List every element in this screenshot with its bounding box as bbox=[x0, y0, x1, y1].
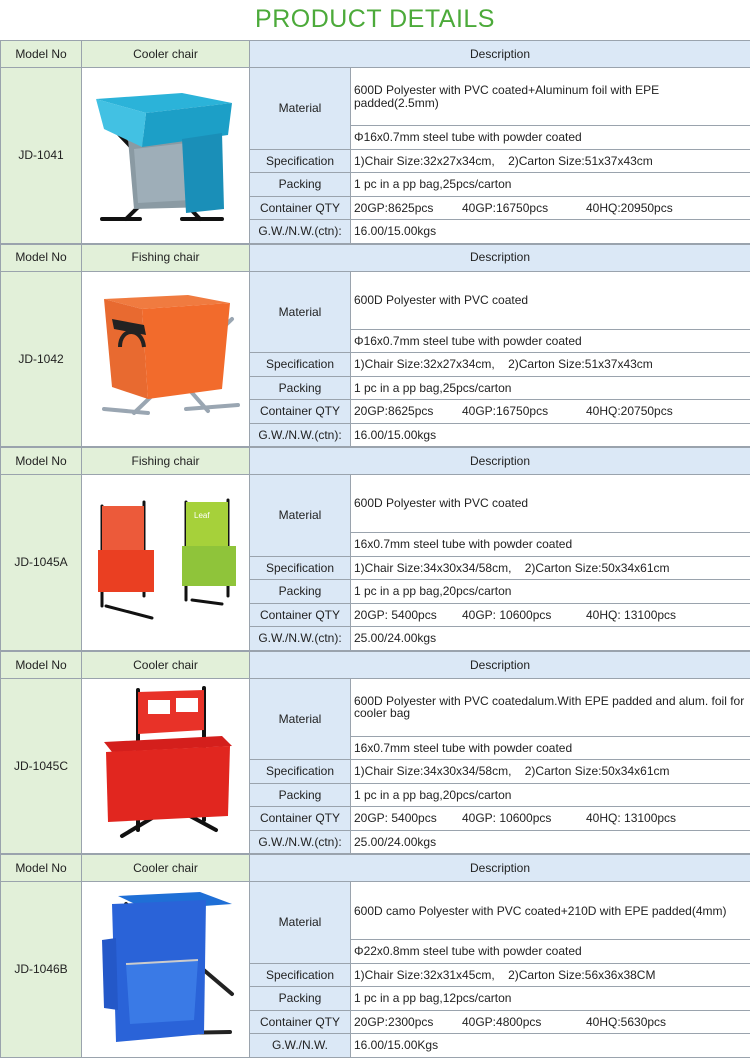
material-value-1: 600D Polyester with PVC coatedalum.With EPE padded and alum. foil for cooler bag bbox=[351, 678, 750, 736]
product-type: Cooler chair bbox=[82, 855, 250, 882]
header-row bbox=[1, 855, 750, 882]
weight-value: 16.00/15.00Kgs bbox=[351, 1034, 750, 1058]
product-image bbox=[82, 68, 250, 244]
container-20gp: 20GP:8625pcs bbox=[354, 404, 434, 419]
material-value-2: Φ16x0.7mm steel tube with powder coated bbox=[351, 126, 750, 150]
material-value-1: 600D Polyester with PVC coated bbox=[351, 271, 750, 329]
product-photo bbox=[82, 69, 250, 241]
material-row bbox=[1, 475, 750, 533]
material-row bbox=[1, 678, 750, 736]
container-20gp: 20GP:2300pcs bbox=[354, 1014, 434, 1029]
material-label: Material bbox=[250, 882, 351, 964]
container-40hq: 40HQ: 13100pcs bbox=[586, 607, 677, 622]
packing-label: Packing bbox=[250, 580, 351, 604]
description-header: Description bbox=[250, 651, 750, 678]
weight-label: G.W./N.W.(ctn): bbox=[250, 220, 351, 244]
product-type: Cooler chair bbox=[82, 41, 250, 68]
header-row bbox=[1, 41, 750, 68]
header-row bbox=[1, 244, 750, 271]
description-header: Description bbox=[250, 448, 750, 475]
product-table bbox=[0, 651, 750, 855]
container-20gp: 20GP: 5400pcs bbox=[354, 811, 437, 826]
container-value bbox=[351, 603, 750, 627]
weight-label: G.W./N.W. bbox=[250, 1034, 351, 1058]
product-image bbox=[82, 678, 250, 854]
container-value bbox=[351, 400, 750, 424]
weight-value: 25.00/24.00kgs bbox=[351, 627, 750, 651]
container-40gp: 40GP:16750pcs bbox=[462, 200, 549, 215]
material-label: Material bbox=[250, 678, 351, 760]
header-row bbox=[1, 448, 750, 475]
header-row bbox=[1, 651, 750, 678]
material-row bbox=[1, 271, 750, 329]
svg-text:Leaf: Leaf bbox=[194, 511, 210, 521]
specification-value: 1)Chair Size:34x30x34/58cm, 2)Carton Size:50x34x61cm bbox=[351, 556, 750, 580]
model-no-header: Model No bbox=[1, 448, 82, 475]
material-label: Material bbox=[250, 475, 351, 557]
container-20gp: 20GP: 5400pcs bbox=[354, 607, 437, 622]
packing-value: 1 pc in a pp bag,20pcs/carton bbox=[351, 783, 750, 807]
specification-value: 1)Chair Size:34x30x34/58cm, 2)Carton Size:50x34x61cm bbox=[351, 760, 750, 784]
product-block bbox=[0, 854, 750, 1058]
product-table bbox=[0, 854, 750, 1058]
product-type: Fishing chair bbox=[82, 448, 250, 475]
product-block bbox=[0, 651, 750, 855]
packing-label: Packing bbox=[250, 173, 351, 197]
material-label: Material bbox=[250, 68, 351, 150]
material-value-2: 16x0.7mm steel tube with powder coated bbox=[351, 736, 750, 760]
model-number: JD-1046B bbox=[1, 882, 82, 1058]
model-no-header: Model No bbox=[1, 41, 82, 68]
model-no-header: Model No bbox=[1, 855, 82, 882]
model-number: JD-1041 bbox=[1, 68, 82, 244]
container-40hq: 40HQ:20950pcs bbox=[586, 200, 673, 215]
product-photo bbox=[82, 476, 250, 648]
product-image bbox=[82, 271, 250, 447]
packing-label: Packing bbox=[250, 987, 351, 1011]
product-type: Cooler chair bbox=[82, 651, 250, 678]
model-number: JD-1045A bbox=[1, 475, 82, 651]
product-table bbox=[0, 244, 750, 448]
product-table bbox=[0, 447, 750, 651]
packing-value: 1 pc in a pp bag,20pcs/carton bbox=[351, 580, 750, 604]
model-no-header: Model No bbox=[1, 244, 82, 271]
container-label: Container QTY bbox=[250, 1010, 351, 1034]
weight-label: G.W./N.W.(ctn): bbox=[250, 423, 351, 447]
specification-value: 1)Chair Size:32x27x34cm, 2)Carton Size:51x37x43cm bbox=[351, 149, 750, 173]
container-40gp: 40GP: 10600pcs bbox=[462, 607, 552, 622]
material-row bbox=[1, 882, 750, 940]
packing-value: 1 pc in a pp bag,25pcs/carton bbox=[351, 173, 750, 197]
container-label: Container QTY bbox=[250, 400, 351, 424]
description-header: Description bbox=[250, 855, 750, 882]
model-no-header: Model No bbox=[1, 651, 82, 678]
model-number: JD-1042 bbox=[1, 271, 82, 447]
product-image bbox=[82, 475, 250, 651]
material-value-1: 600D Polyester with PVC coated bbox=[351, 475, 750, 533]
container-label: Container QTY bbox=[250, 196, 351, 220]
packing-label: Packing bbox=[250, 783, 351, 807]
product-photo bbox=[82, 884, 250, 1056]
material-value-1: 600D Polyester with PVC coated+Aluminum foil with EPE padded(2.5mm) bbox=[351, 68, 750, 126]
specification-label: Specification bbox=[250, 556, 351, 580]
model-number: JD-1045C bbox=[1, 678, 82, 854]
product-photo bbox=[82, 273, 250, 445]
page-title: PRODUCT DETAILS bbox=[255, 5, 495, 33]
product-table bbox=[0, 40, 750, 244]
product-photo bbox=[82, 680, 250, 852]
specification-value: 1)Chair Size:32x31x45cm, 2)Carton Size:56x36x38CM bbox=[351, 963, 750, 987]
weight-value: 16.00/15.00kgs bbox=[351, 220, 750, 244]
container-40gp: 40GP:16750pcs bbox=[462, 404, 549, 419]
product-block bbox=[0, 40, 750, 244]
container-40hq: 40HQ: 13100pcs bbox=[586, 811, 677, 826]
description-header: Description bbox=[250, 41, 750, 68]
packing-value: 1 pc in a pp bag,12pcs/carton bbox=[351, 987, 750, 1011]
product-type: Fishing chair bbox=[82, 244, 250, 271]
material-value-2: Φ16x0.7mm steel tube with powder coated bbox=[351, 329, 750, 353]
description-header: Description bbox=[250, 244, 750, 271]
specification-label: Specification bbox=[250, 353, 351, 377]
container-value bbox=[351, 196, 750, 220]
container-40gp: 40GP: 10600pcs bbox=[462, 811, 552, 826]
specification-label: Specification bbox=[250, 963, 351, 987]
packing-label: Packing bbox=[250, 376, 351, 400]
container-20gp: 20GP:8625pcs bbox=[354, 200, 434, 215]
container-label: Container QTY bbox=[250, 603, 351, 627]
container-label: Container QTY bbox=[250, 807, 351, 831]
weight-value: 16.00/15.00kgs bbox=[351, 423, 750, 447]
specification-label: Specification bbox=[250, 760, 351, 784]
container-40hq: 40HQ:5630pcs bbox=[586, 1014, 667, 1029]
material-value-2: 16x0.7mm steel tube with powder coated bbox=[351, 533, 750, 557]
container-40hq: 40HQ:20750pcs bbox=[586, 404, 673, 419]
packing-value: 1 pc in a pp bag,25pcs/carton bbox=[351, 376, 750, 400]
material-value-2: Φ22x0.8mm steel tube with powder coated bbox=[351, 940, 750, 964]
product-sheet bbox=[0, 40, 750, 1058]
product-block bbox=[0, 447, 750, 651]
container-value bbox=[351, 807, 750, 831]
material-row bbox=[1, 68, 750, 126]
material-value-1: 600D camo Polyester with PVC coated+210D with EPE padded(4mm) bbox=[351, 882, 750, 940]
container-value bbox=[351, 1010, 750, 1034]
product-image bbox=[82, 882, 250, 1058]
container-40gp: 40GP:4800pcs bbox=[462, 1014, 542, 1029]
weight-label: G.W./N.W.(ctn): bbox=[250, 627, 351, 651]
weight-label: G.W./N.W.(ctn): bbox=[250, 830, 351, 854]
specification-value: 1)Chair Size:32x27x34cm, 2)Carton Size:51x37x43cm bbox=[351, 353, 750, 377]
weight-value: 25.00/24.00kgs bbox=[351, 830, 750, 854]
specification-label: Specification bbox=[250, 149, 351, 173]
material-label: Material bbox=[250, 271, 351, 353]
product-block bbox=[0, 244, 750, 448]
